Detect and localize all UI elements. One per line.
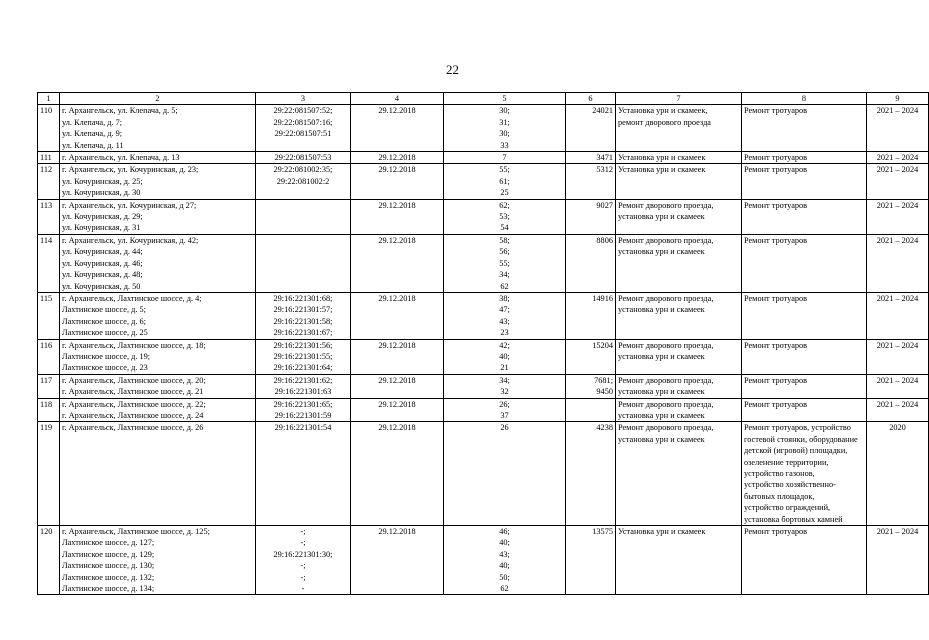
cell-line: 14916 [592,293,613,303]
cell-line: Ремонт тротуаров [744,527,808,537]
address-cell [60,105,256,152]
table-row [38,164,929,199]
cell-line: 29:16:221301:56; [273,340,333,350]
header-cell: 6 [566,93,616,105]
cell-line: г. Архангельск, Лахтинское шоссе, д. 4; [62,293,202,303]
date-cell: 29.12.2018 [351,199,444,234]
quantity-cell [444,526,566,595]
cell-line: установка урн и скамеек [618,247,705,257]
cell-line: ул. Кочуринская, д. 46; [62,258,143,268]
cell-line: Ремонт дворового проезда, [618,200,714,210]
cell-line: -; [300,538,306,548]
cell-line: г. Архангельск, Лахтинское шоссе, д. 20; [62,375,206,385]
cell-line: г. Архангельск, Лахтинское шоссе, д. 22; [62,399,206,409]
cell-line: 29:16:221301:55; [273,351,333,361]
row-number-cell: 117 [38,374,60,398]
address-cell [60,234,256,292]
cell-line: устройство газонов, [744,469,815,478]
cell-line: 29:16:221301:68; [273,293,333,303]
quantity-cell [444,152,566,164]
cell-line: г. Архангельск, ул. Кочуринская, д. 23; [62,165,199,175]
cell-line: Лахтинское шоссе, д. 6; [62,316,146,326]
row-number-cell: 114 [38,234,60,292]
cell-line: установка урн и скамеек [618,212,705,222]
extra-works-cell [742,422,867,526]
cell-line: Лахтинское шоссе, д. 127; [62,538,155,548]
works-cell [616,339,742,374]
cell-line: 7681; [594,375,613,385]
row-number-cell: 115 [38,292,60,339]
area-cell [566,292,616,339]
cadastral-cell [256,292,351,339]
header-cell: 1 [38,93,60,105]
works-cell [616,234,742,292]
period-cell: 2021 – 2024 [867,152,929,164]
works-cell [616,398,742,422]
cell-line: ул. Кочуринская, д. 31 [62,223,141,233]
address-cell [60,164,256,199]
cell-line: Установка урн и скамеек [618,165,706,175]
cell-line: детской (игровой) площадки, [744,446,848,456]
cell-line: установка урн и скамеек [618,410,705,420]
works-cell [616,374,742,398]
cadastral-cell [256,152,351,164]
cell-line: устройство ограждений, [744,503,831,513]
date-cell: 29.12.2018 [351,292,444,339]
quantity-cell [444,374,566,398]
quantity-cell [444,339,566,374]
date-cell: 29.12.2018 [351,339,444,374]
header-cell: 2 [60,93,256,105]
cell-line: Ремонт дворового проезда, [618,340,714,350]
extra-works-cell [742,234,867,292]
cell-line: Ремонт тротуаров, устройство [744,423,851,433]
extra-works-cell [742,374,867,398]
cell-line: 29:22:081507:53 [274,153,332,163]
cell-line: Ремонт дворового проезда, [618,293,714,303]
works-cell [616,526,742,595]
cell-line: 61; [499,176,510,186]
cadastral-cell [256,398,351,422]
page-number: 22 [446,62,459,77]
cell-line: - [301,584,305,594]
cell-line: Лахтинское шоссе, д. 129; [62,549,155,559]
row-number-cell: 118 [38,398,60,422]
works-cell [616,292,742,339]
date-cell: 29.12.2018 [351,152,444,164]
cell-line: ул. Кочуринская, д. 44; [62,247,143,257]
area-cell [566,398,616,422]
period-cell: 2021 – 2024 [867,164,929,199]
period-cell: 2021 – 2024 [867,339,929,374]
cell-line: 40; [499,561,510,571]
area-cell [566,526,616,595]
cell-line: ул. Кочуринская, д. 25; [62,176,143,186]
period-cell: 2021 – 2024 [867,105,929,152]
cadastral-cell [256,199,351,234]
works-cell [616,152,742,164]
cell-line: 29:16:221301:64; [273,363,333,373]
cell-line: озеленение территории, [744,457,829,467]
cell-line: 31; [499,117,510,127]
cell-line: 56; [499,247,510,257]
cell-line: Установка урн и скамеек [618,527,706,537]
cell-line: 25 [500,188,509,198]
cell-line: 40; [499,351,510,361]
address-cell [60,374,256,398]
cell-line [258,200,348,211]
cell-line: 26; [499,399,510,409]
area-cell [566,374,616,398]
quantity-cell [444,422,566,526]
cell-line: ул. Кочуринская, д. 48; [62,270,143,280]
cell-line: 29:16:221301:67; [273,328,333,338]
cell-line: устройство хозяйственно- [744,480,836,490]
extra-works-cell [742,292,867,339]
table-row [38,105,929,152]
header-cell: 7 [616,93,742,105]
row-number-cell: 112 [38,164,60,199]
period-cell: 2021 – 2024 [867,398,929,422]
row-number-cell: 111 [38,152,60,164]
cell-line: Ремонт тротуаров [744,165,808,175]
extra-works-cell [742,398,867,422]
cell-line: 29:22:081507:16; [273,117,333,127]
cell-line: 47; [499,305,510,315]
cell-line: г. Архангельск, Лахтинское шоссе, д. 125; [62,527,210,537]
area-cell [566,422,616,526]
cell-line: ремонт дворового проезда [618,117,711,127]
cell-line: 30; [499,129,510,139]
cell-line [568,399,613,410]
date-cell: 29.12.2018 [351,422,444,526]
row-number-cell: 113 [38,199,60,234]
cadastral-cell [256,422,351,526]
cell-line: Ремонт тротуаров [744,106,808,116]
header-cell: 5 [444,93,566,105]
cell-line: ул. Клепача, д. 7; [62,117,123,127]
cell-line: Ремонт тротуаров [744,293,808,303]
cell-line: 29:16:221301:30; [273,549,333,559]
cell-line: Ремонт тротуаров [744,375,808,385]
cell-line: 29:16:221301:63 [274,387,332,397]
cell-line: 7 [502,153,507,163]
cell-line: 5312 [596,165,613,175]
cell-line: 32 [500,387,509,397]
cell-line: 29:16:221301:62; [273,375,333,385]
cell-line: 58; [499,235,510,245]
cell-line: 9027 [596,200,613,210]
cell-line: 29:22:081507:52; [273,106,333,116]
cell-line: 62; [499,200,510,210]
cell-line: ул. Кочуринская, д. 30 [62,188,141,198]
period-cell: 2020 [867,422,929,526]
cell-line: Лахтинское шоссе, д. 5; [62,305,146,315]
cell-line: Установка урн и скамеек [618,153,706,163]
row-number-cell: 116 [38,339,60,374]
table-row [38,234,929,292]
cell-line: 50; [499,572,510,582]
cell-line: Ремонт тротуаров [744,340,808,350]
cell-line: 46; [499,527,510,537]
quantity-cell [444,164,566,199]
cell-line: установка бортовых камней [744,514,843,524]
cell-line: 33 [500,140,509,150]
period-cell: 2021 – 2024 [867,374,929,398]
cell-line: г. Архангельск, Лахтинское шоссе, д. 21 [62,387,204,397]
cadastral-cell [256,339,351,374]
cell-line: 24021 [592,106,613,116]
improvement-table [37,92,929,595]
cell-line: 34; [499,375,510,385]
header-cell: 4 [351,93,444,105]
cell-line: Ремонт дворового проезда, [618,423,714,433]
cell-line: 55; [499,258,510,268]
cell-line: 29:16:221301:58; [273,316,333,326]
cell-line: Ремонт дворового проезда, [618,375,714,385]
cell-line: ул. Клепача, д. 9; [62,129,123,139]
cell-line: ул. Клепача, д. 11 [62,140,124,150]
cell-line: 29:16:221301:59 [274,410,332,420]
cell-line: 55; [499,165,510,175]
works-cell [616,422,742,526]
row-number-cell: 119 [38,422,60,526]
date-cell: 29.12.2018 [351,526,444,595]
cell-line: Ремонт тротуаров [744,200,808,210]
address-cell [60,339,256,374]
cell-line: 43; [499,549,510,559]
date-cell: 29.12.2018 [351,164,444,199]
cell-line: 8806 [596,235,613,245]
cell-line: 4238 [596,423,613,433]
cell-line: 30; [499,106,510,116]
quantity-cell [444,105,566,152]
header-row [38,93,929,105]
cell-line: 34; [499,270,510,280]
cell-line: -; [300,561,306,571]
cell-line: Установка урн и скамеек, [618,106,708,116]
cell-line: 29:22:081002:2 [276,176,330,186]
cell-line: 54 [500,223,509,233]
header-cell: 8 [742,93,867,105]
cell-line: 29:22:081507:51 [274,129,332,139]
cell-line: Ремонт дворового проезда, [618,235,714,245]
cell-line: установка урн и скамеек [618,387,705,397]
address-cell [60,199,256,234]
table-row [38,422,929,526]
cell-line: 37 [500,410,509,420]
cell-line: Лахтинское шоссе, д. 134; [62,584,155,594]
cell-line: 13575 [592,527,613,537]
area-cell [566,164,616,199]
cell-line [258,235,348,246]
cell-line [258,140,348,151]
cell-line: ул. Кочуринская, д. 29; [62,212,143,222]
cell-line: 9450 [596,387,613,397]
cell-line: Ремонт тротуаров [744,153,808,163]
period-cell: 2021 – 2024 [867,526,929,595]
cell-line: бытовых площадок, [744,491,815,501]
cell-line: -; [300,527,306,537]
date-cell: 29.12.2018 [351,234,444,292]
date-cell: 29.12.2018 [351,398,444,422]
extra-works-cell [742,199,867,234]
cell-line: 23 [500,328,509,338]
cell-line: 29:22:081002:35; [273,165,333,175]
cell-line: установка урн и скамеек [618,351,705,361]
extra-works-cell [742,105,867,152]
cell-line: 62 [500,584,509,594]
period-cell: 2021 – 2024 [867,292,929,339]
table-row [38,199,929,234]
cell-line: г. Архангельск, Лахтинское шоссе, д. 26 [62,423,204,433]
cell-line: 15204 [592,340,613,350]
cell-line: ул. Кочуринская, д. 50 [62,281,141,291]
row-number-cell: 110 [38,105,60,152]
address-cell [60,526,256,595]
cell-line: 29:16:221301:54 [274,423,332,433]
cell-line: установка урн и скамеек [618,305,705,315]
cell-line: Лахтинское шоссе, д. 19; [62,351,151,361]
quantity-cell [444,398,566,422]
quantity-cell [444,292,566,339]
cell-line: гостевой стоянки, оборудование [744,434,858,444]
cell-line: г. Архангельск, ул. Клепача, д. 13 [62,153,180,163]
cadastral-cell [256,105,351,152]
area-cell [566,105,616,152]
cell-line: Лахтинское шоссе, д. 23 [62,363,148,373]
extra-works-cell [742,339,867,374]
cell-line: 29:16:221301:57; [273,305,333,315]
cadastral-cell [256,234,351,292]
cadastral-cell [256,164,351,199]
date-cell: 29.12.2018 [351,105,444,152]
cell-line: 53; [499,212,510,222]
table-row [38,339,929,374]
cadastral-cell [256,374,351,398]
cell-line: г. Архангельск, ул. Кочуринская, д 27; [62,200,197,210]
works-cell [616,105,742,152]
table-row [38,398,929,422]
area-cell [566,199,616,234]
cell-line: Ремонт тротуаров [744,399,808,409]
cell-line: Лахтинское шоссе, д. 130; [62,561,155,571]
header-cell: 9 [867,93,929,105]
cell-line: -; [300,572,306,582]
extra-works-cell [742,152,867,164]
cell-line: 62 [500,281,509,291]
extra-works-cell [742,164,867,199]
area-cell [566,339,616,374]
cell-line [258,187,348,198]
table-row [38,526,929,595]
extra-works-cell [742,526,867,595]
cell-line: 29:16:221301:65; [273,399,333,409]
address-cell [60,292,256,339]
cell-line: 3471 [596,153,613,163]
cell-line: 21 [500,363,509,373]
cell-line: г. Архангельск, ул. Клепача, д. 5; [62,106,178,116]
cell-line: 26 [500,423,509,433]
table-row [38,374,929,398]
cell-line: Лахтинское шоссе, д. 132; [62,572,155,582]
quantity-cell [444,199,566,234]
period-cell: 2021 – 2024 [867,199,929,234]
date-cell: 29.12.2018 [351,374,444,398]
table-row [38,292,929,339]
table-row [38,152,929,164]
cell-line: установка урн и скамеек [618,434,705,444]
works-cell [616,199,742,234]
cell-line: 38; [499,293,510,303]
cadastral-cell [256,526,351,595]
cell-line: Ремонт тротуаров [744,235,808,245]
cell-line: г. Архангельск, Лахтинское шоссе, д. 18; [62,340,206,350]
area-cell [566,234,616,292]
cell-line: г. Архангельск, Лахтинское шоссе, д. 24 [62,410,204,420]
area-cell [566,152,616,164]
row-number-cell: 120 [38,526,60,595]
address-cell [60,398,256,422]
works-cell [616,164,742,199]
period-cell: 2021 – 2024 [867,234,929,292]
header-cell: 3 [256,93,351,105]
cell-line: 42; [499,340,510,350]
cell-line: Ремонт дворового проезда, [618,399,714,409]
cell-line: г. Архангельск, ул. Кочуринская, д. 42; [62,235,199,245]
quantity-cell [444,234,566,292]
cell-line: Лахтинское шоссе, д. 25 [62,328,148,338]
cell-line: 43; [499,316,510,326]
address-cell [60,152,256,164]
address-cell [60,422,256,526]
cell-line: 40; [499,538,510,548]
